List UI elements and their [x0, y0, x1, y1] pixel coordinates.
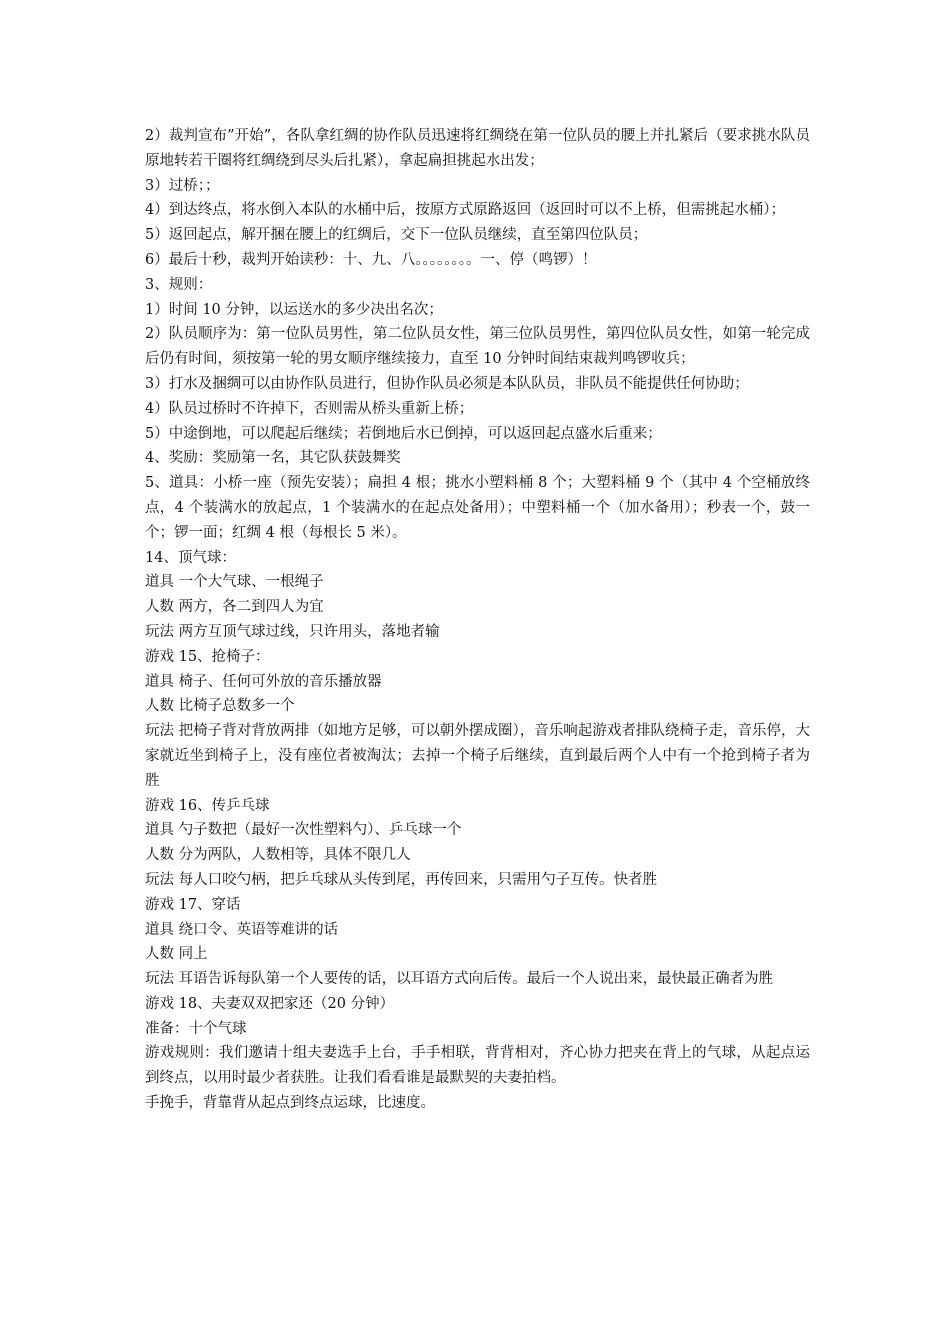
paragraph: 2）裁判宣布”开始”，各队拿红绸的协作队员迅速将红绸绕在第一位队员的腰上并扎紧后（要求挑水队员原地转若干圈将红绸绕到尽头后扎紧），拿起扁担挑起水出发； [145, 128, 810, 169]
paragraph: 5）返回起点，解开捆在腰上的红绸后，交下一位队员继续，直至第四位队员； [145, 227, 648, 244]
section-heading: 14、顶气球： [145, 549, 236, 566]
section-heading: 游戏 15、抢椅子： [145, 648, 270, 665]
paragraph: 人数 比椅子总数多一个 [145, 698, 295, 715]
paragraph: 3）过桥；； [145, 177, 220, 194]
paragraph: 人数 两方，各二到四人为宜 [145, 599, 324, 616]
paragraph: 道具 绕口令、英语等难讲的话 [145, 921, 339, 938]
paragraph: 5）中途倒地，可以爬起后继续；若倒地后水已倒掉，可以返回起点盛水后重来； [145, 425, 662, 442]
paragraph: 5、道具：小桥一座（预先安装）；扁担 4 根；挑水小塑料桶 8 个；大塑料桶 9 个（其中 4 个空桶放终点，4 个装满水的放起点，1 个装满水的在起点处备用）；中塑料桶一个（加水备用）；秒表一个，鼓一个；锣一面；红绸 4 根（每根长 5 米）。 [145, 475, 810, 541]
section-heading: 游戏 17、穿话 [145, 896, 241, 913]
section-heading: 游戏 18、夫妻双双把家还（20 分钟） [145, 995, 395, 1012]
paragraph: 3）打水及捆绸可以由协作队员进行，但协作队员必须是本队队员，非队员不能提供任何协助； [145, 375, 749, 392]
paragraph: 人数 分为两队，人数相等，具体不限几人 [145, 847, 411, 864]
section-heading: 3、规则： [145, 276, 213, 293]
paragraph: 玩法 耳语告诉每队第一个人要传的话，以耳语方式向后传。最后一个人说出来，最快最正确者为胜 [145, 971, 774, 988]
paragraph: 4）队员过桥时不许掉下，否则需从桥头重新上桥； [145, 400, 474, 417]
paragraph: 4）到达终点，将水倒入本队的水桶中后，按原方式原路返回（返回时可以不上桥，但需挑起水桶）； [145, 202, 785, 219]
section-heading: 游戏 16、传乒乓球 [145, 797, 270, 814]
paragraph: 玩法 每人口咬勺柄，把乒乓球从头传到尾，再传回来，只需用勺子互传。快者胜 [145, 871, 658, 888]
paragraph: 人数 同上 [145, 946, 208, 963]
paragraph: 游戏规则：我们邀请十组夫妻选手上台，手手相联，背背相对，齐心协力把夹在背上的气球，从起点运到终点，以用时最少者获胜。让我们看看谁是最默契的夫妻拍档。 [145, 1045, 810, 1087]
paragraph: 手挽手，背靠背从起点到终点运球，比速度。 [145, 1095, 435, 1112]
paragraph: 道具 一个大气球、一根绳子 [145, 574, 324, 591]
paragraph: 道具 勺子数把（最好一次性塑料勺）、乒乓球一个 [145, 822, 462, 839]
paragraph: 6）最后十秒，裁判开始读秒：十、九、八。。。。。。。。一、停（鸣锣）！ [145, 251, 597, 268]
paragraph: 4、奖励：奖励第一名，其它队获鼓舞奖 [145, 450, 401, 467]
document-body [145, 124, 810, 1116]
paragraph: 2）队员顺序为：第一位队员男性，第二位队员女性，第三位队员男性，第四位队员女性，如第一轮完成后仍有时间，须按第一轮的男女顺序继续接力，直至 10 分钟时间结束裁判鸣锣收兵； [145, 326, 810, 368]
paragraph: 准备：十个气球 [145, 1020, 247, 1037]
paragraph: 玩法 把椅子背对背放两排（如地方足够，可以朝外摆成圈），音乐响起游戏者排队绕椅子走，音乐停，大家就近坐到椅子上，没有座位者被淘汰；去掉一个椅子后继续，直到最后两个人中有一个抢到椅子者为胜 [145, 723, 810, 789]
paragraph: 玩法 两方互顶气球过线，只许用头，落地者输 [145, 623, 440, 640]
paragraph: 道具 椅子、任何可外放的音乐播放器 [145, 673, 382, 690]
paragraph: 1）时间 10 分钟，以运送水的多少决出名次； [145, 301, 443, 318]
